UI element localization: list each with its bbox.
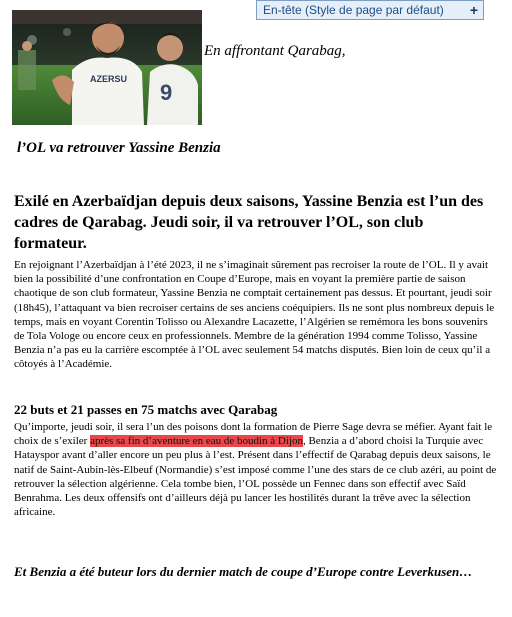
- paragraph-2-end: , Benzia a d’abord choisi la Turquie avec Hatayspor avant d’aller encore un peu plus à l’est. Présent dans l’effectif de Qarabag depuis deux saisons, le natif de Saint-Aubin-lès-Elbeuf (Normandie) s’est imposé comme l’une des stars de ce club azéri, au point de retrouver la sélection algérienne. Cela tombe bien, l’OL possède un Fennec dans son effectif avec Saïd Benrahma. Les deux offensifs ont d’ailleurs déjà pu lancer les hostilités durant la trêve avec la sélection africaine.: [14, 435, 497, 519]
- jersey-text: AZERSU: [90, 74, 128, 84]
- closing-line: Et Benzia a été buteur lors du dernier match de coupe d’Europe contre Leverkusen…: [14, 564, 473, 579]
- svg-text:9: 9: [160, 80, 173, 105]
- header-style-label: En-tête (Style de page par défaut): [263, 3, 444, 17]
- article-photo: [12, 10, 202, 125]
- add-header-icon[interactable]: +: [469, 2, 478, 18]
- article-paragraph-2: [14, 420, 500, 519]
- header-style-tag[interactable]: [256, 0, 484, 20]
- football-players-photo: [12, 10, 202, 125]
- article-subtitle: l’OL va retrouver Yassine Benzia: [17, 140, 221, 156]
- caption-title: En affrontant Qarabag,: [204, 43, 346, 59]
- article-lede: Exilé en Azerbaïdjan depuis deux saisons, Yassine Benzia est l’un des cadres de Qarabag. Jeudi soir, il va retrouver l’OL, son club formateur.: [14, 193, 484, 252]
- paragraph-2-start: Qu’importe, jeudi soir, il sera l’un des poisons dont la formation de Pierre Sage devra se méfier. Ayant fait le choix de s’exiler: [14, 421, 493, 448]
- highlighted-text: après sa fin d’aventure en eau de boudin à Dijon: [90, 435, 303, 448]
- article-paragraph-1: En rejoignant l’Azerbaïdjan à l’été 2023, il ne s’imaginait sûrement pas recroiser la route de l’OL. Il y avait bien la possibilité d’une confrontation en Coupe d’Europe, mais en voyant la première partie de saison chaotique de son club formateur, Yassine Benzia ne comptait certainement pas dessus. Et pourtant, jeudi soir (18h45), l’attaquant va bien recroiser certains de ses anciens coéquipiers. Ils ne sont plus nombreux depuis le temps, mais en voyant Corentin Tolisso ou Alexandre Lacazette, l’Algérien se remémora les bons souvenirs de Tola Vologe ou encore ceux en professionnels. Membre de la génération 1994 comme Tolisso, Yassine Benzia n’a pas eu la carrière escomptée à l’OL avec seulement 54 matchs disputés. Bien loin de ceux qu’il a côtoyés à l’Académie.: [14, 259, 495, 371]
- section-heading: 22 buts et 21 passes en 75 matchs avec Qarabag: [14, 402, 278, 417]
